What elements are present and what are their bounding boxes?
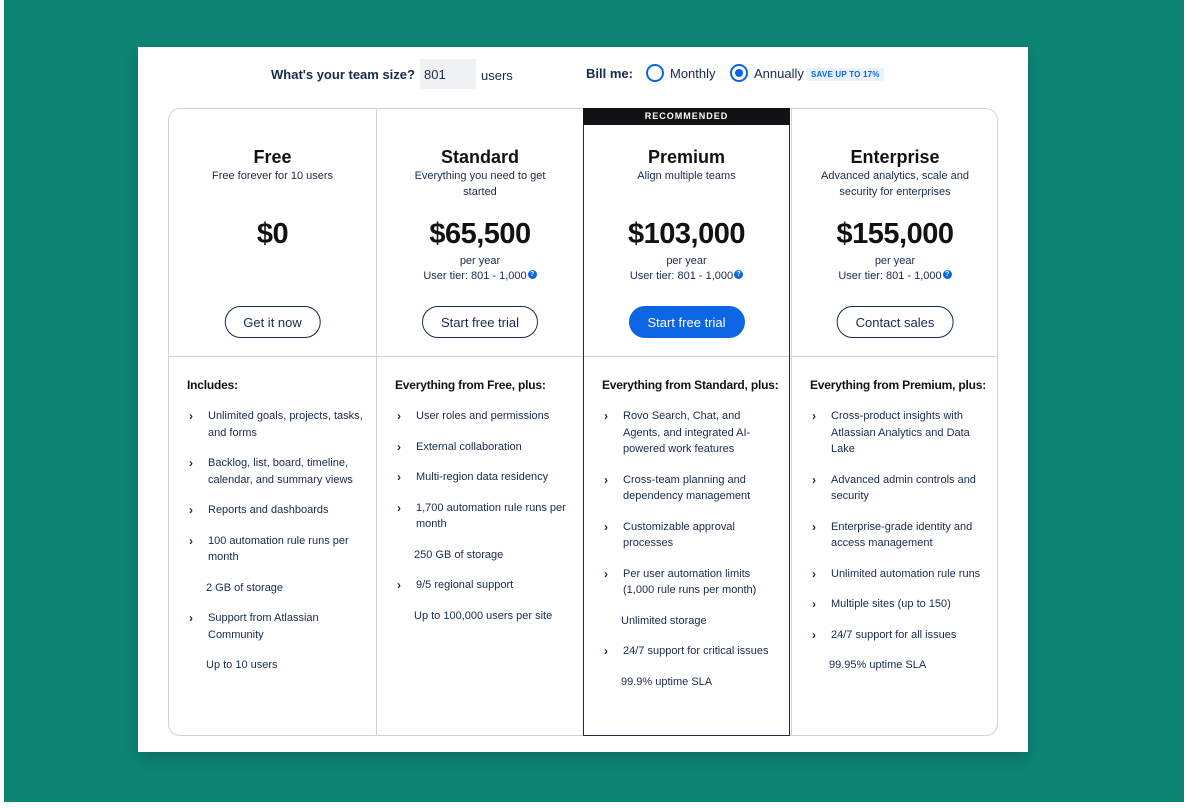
feature-text: User roles and permissions [416, 410, 550, 422]
get-it-now-button[interactable]: Get it now [224, 306, 321, 338]
monthly-radio[interactable] [646, 64, 664, 82]
feature-item[interactable] [810, 627, 988, 644]
feature-item[interactable] [602, 408, 779, 458]
feature-item[interactable] [810, 566, 988, 583]
chevron-right-icon: › [397, 439, 401, 454]
question-circle-icon[interactable]: ? [734, 270, 743, 279]
features-heading: Everything from Standard, plus: [602, 378, 779, 392]
feature-text: Support from Atlassian Community [208, 612, 319, 641]
team-size-input[interactable] [420, 59, 476, 89]
feature-text: Multi-region data residency [416, 471, 549, 483]
feature-item [602, 674, 779, 691]
feature-item[interactable] [187, 533, 366, 566]
feature-item[interactable] [810, 472, 988, 505]
annually-label[interactable]: Annually [754, 66, 804, 81]
feature-item[interactable] [395, 577, 573, 594]
user-tier [792, 270, 998, 282]
feature-item[interactable] [187, 610, 366, 643]
user-tier [377, 270, 583, 282]
feature-item[interactable] [395, 439, 573, 456]
plan-price: $103,000 [628, 218, 745, 250]
plan-subtitle: Align multiple teams [637, 170, 736, 182]
feature-item[interactable] [602, 643, 779, 660]
pricing-panel [138, 47, 1028, 752]
chevron-right-icon: › [397, 409, 401, 423]
price-period: per year [459, 255, 501, 267]
price-period: per year [666, 255, 707, 267]
plan-name: Premium [647, 147, 726, 167]
user-tier-text: User tier: 801 - 1,000 [629, 270, 734, 282]
feature-text: Enterprise-grade identity and access management [831, 520, 973, 549]
features-heading: Everything from Premium, plus: [810, 378, 987, 392]
feature-item[interactable] [602, 566, 779, 599]
feature-list [187, 408, 366, 688]
feature-text: Backlog, list, board, timeline, calendar, and summary views [208, 457, 353, 486]
feature-text: 24/7 support for all issues [831, 628, 957, 641]
plan-subtitle: Everything you need to get started [414, 170, 546, 198]
feature-item[interactable] [395, 469, 573, 486]
start-free-trial-button[interactable]: Start free trial [422, 306, 538, 338]
feature-item [395, 547, 573, 564]
chevron-right-icon: › [189, 503, 193, 517]
feature-list [810, 408, 988, 688]
feature-item[interactable] [187, 408, 366, 441]
feature-text: Unlimited goals, projects, tasks, and forms [208, 410, 363, 439]
plan-name: Standard [440, 147, 519, 167]
feature-text: 100 automation rule runs per month [208, 534, 349, 563]
feature-text: 9/5 regional support [416, 579, 514, 591]
contact-sales-button[interactable]: Contact sales [837, 306, 954, 338]
chevron-right-icon: › [812, 566, 816, 581]
annually-radio[interactable] [730, 64, 748, 82]
chevron-right-icon: › [812, 597, 816, 611]
feature-item [395, 608, 573, 625]
features-heading: Everything from Free, plus: [395, 378, 546, 392]
recommended-banner: RECOMMENDED [583, 108, 790, 125]
plan-column-free [169, 109, 376, 735]
chevron-right-icon: › [604, 409, 608, 423]
chevron-right-icon: › [812, 472, 816, 487]
chevron-right-icon: › [397, 578, 401, 592]
feature-item [602, 613, 779, 630]
plan-price: $155,000 [836, 218, 954, 250]
chevron-right-icon: › [812, 627, 816, 642]
feature-text: 1,700 automation rule runs per month [416, 501, 566, 530]
feature-text: 99.95% uptime SLA [829, 659, 927, 671]
chevron-right-icon: › [397, 470, 401, 484]
monthly-label[interactable]: Monthly [670, 66, 716, 81]
feature-item [810, 657, 988, 674]
price-period: per year [874, 255, 916, 267]
feature-list [395, 408, 573, 638]
feature-item[interactable] [602, 472, 779, 505]
chevron-right-icon: › [604, 644, 608, 658]
chevron-right-icon: › [604, 472, 608, 487]
feature-text: External collaboration [416, 440, 522, 453]
chevron-right-icon: › [397, 500, 401, 515]
user-tier [584, 270, 789, 282]
plan-subtitle: Free forever for 10 users [211, 170, 334, 182]
pricing-table [168, 108, 998, 736]
plan-column-standard [376, 109, 583, 735]
plan-name: Free [253, 147, 292, 167]
user-tier-text: User tier: 801 - 1,000 [838, 270, 942, 282]
question-circle-icon[interactable]: ? [528, 270, 537, 279]
plan-name: Enterprise [850, 147, 940, 167]
feature-item[interactable] [187, 502, 366, 519]
users-label: users [481, 68, 513, 83]
plan-subtitle: Advanced analytics, scale and security for enterprises [821, 170, 969, 198]
feature-text: Unlimited storage [621, 614, 707, 627]
chevron-right-icon: › [812, 519, 816, 534]
feature-text: Cross-team planning and dependency management [623, 473, 751, 502]
feature-text: Multiple sites (up to 150) [831, 598, 951, 610]
feature-text: Unlimited automation rule runs [831, 567, 981, 580]
feature-text: Up to 100,000 users per site [414, 609, 553, 622]
feature-item [187, 580, 366, 597]
team-size-label: What's your team size? [271, 67, 415, 82]
chevron-right-icon: › [812, 409, 816, 423]
feature-item[interactable] [810, 519, 988, 552]
user-tier-text: User tier: 801 - 1,000 [423, 270, 527, 282]
plan-price: $65,500 [429, 218, 531, 250]
start-free-trial-button[interactable]: Start free trial [628, 306, 744, 338]
bill-me-label: Bill me: [586, 66, 633, 81]
plan-price: $0 [256, 218, 289, 250]
chevron-right-icon: › [604, 566, 608, 581]
question-circle-icon[interactable]: ? [943, 270, 952, 279]
plan-column-premium [583, 108, 790, 736]
chevron-right-icon: › [189, 456, 193, 470]
feature-item[interactable] [395, 500, 573, 533]
chevron-right-icon: › [189, 409, 193, 423]
save-badge: SAVE UP TO 17% [807, 68, 884, 81]
feature-text: Cross-product insights with Atlassian Analytics and Data Lake [831, 410, 970, 455]
feature-item [187, 657, 366, 674]
feature-list [602, 408, 779, 704]
feature-text: Per user automation limits (1,000 rule runs per month) [623, 567, 757, 596]
feature-text: Reports and dashboards [208, 504, 329, 516]
features-heading: Includes: [187, 378, 238, 392]
feature-item[interactable] [810, 596, 988, 613]
feature-item[interactable] [395, 408, 573, 425]
feature-text: Customizable approval processes [623, 520, 735, 549]
chevron-right-icon: › [189, 611, 193, 625]
chevron-right-icon: › [189, 533, 193, 548]
feature-item[interactable] [187, 455, 366, 488]
feature-text: Up to 10 users [206, 659, 278, 671]
feature-item[interactable] [810, 408, 988, 458]
plan-column-enterprise [791, 109, 998, 735]
feature-text: Advanced admin controls and security [831, 473, 976, 502]
feature-text: 2 GB of storage [206, 581, 284, 594]
feature-text: 24/7 support for critical issues [623, 645, 769, 657]
feature-text: Rovo Search, Chat, and Agents, and integrated AI-powered work features [623, 410, 751, 455]
feature-text: 99.9% uptime SLA [621, 675, 713, 688]
chevron-right-icon: › [604, 519, 608, 534]
feature-text: 250 GB of storage [414, 548, 504, 561]
feature-item[interactable] [602, 519, 779, 552]
